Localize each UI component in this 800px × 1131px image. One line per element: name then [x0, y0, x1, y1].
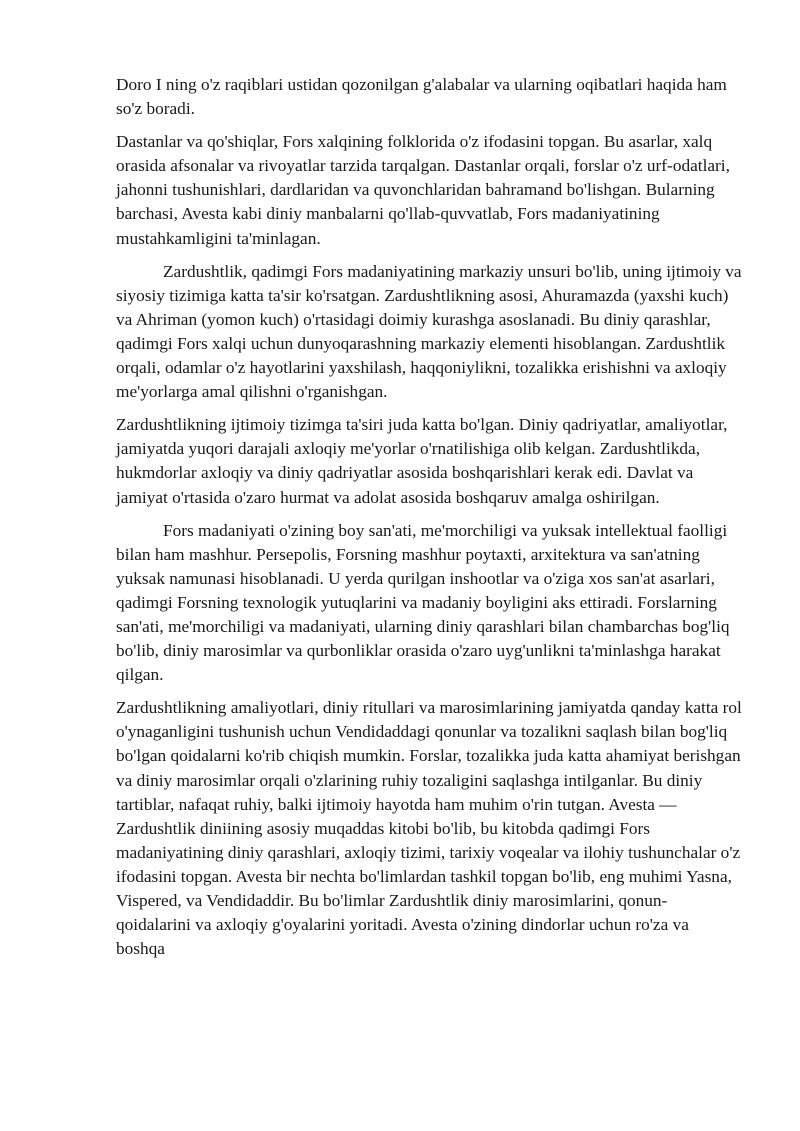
paragraph-3: Zardushtlik, qadimgi Fors madaniyatining markaziy unsuri bo'lib, uning ijtimoiy va siyosiy tizimiga katta ta'sir ko'rsatgan. Zardushtlikning asosi, Ahuramazda (yaxshi kuch) va Ahriman (yomon kuch) o'rtasidagi doimiy kurashga asoslanadi. Bu diniy qarashlar, qadimgi Fors xalqi uchun dunyoqarashning markaziy elementi hisoblangan. Zardushtlik orqali, odamlar o'z hayotlarini yaxshilash, haqqoniylikni, tozalikka erishishni va axloqiy me'yorlarga amal qilishni o'rganishgan.: [116, 261, 742, 402]
paragraph-4: Zardushtlikning ijtimoiy tizimga ta'siri juda katta bo'lgan. Diniy qadriyatlar, amaliyotlar, jamiyatda yuqori darajali axloqiy me'yorlar o'rnatilishiga olib kelgan. Zardushtlikda, hukmdorlar axloqiy va diniy qadriyatlar asosida boshqarishlari kerak edi. Davlat va jamiyat o'rtasida o'zaro hurmat va adolat asosida boshqaruv amalga oshirilgan.: [116, 415, 728, 507]
paragraph-6: Zardushtlikning amaliyotlari, diniy ritullari va marosimlarining jamiyatda qanday katta rol o'ynaganligini tushunish uchun Vendidaddagi qonunlar va tozalikni saqlash bilan bog'liq bo'lgan qoidalarni ko'rib chiqish mumkin. Forslar, tozalikka juda katta ahamiyat berishgan va diniy marosimlar orqali o'zlarining ruhiy tozaligini saqlashga intilganlar. Bu diniy tartiblar, nafaqat ruhiy, balki ijtimoiy hayotda ham muhim o'rin tutgan. Avesta — Zardushtlik diniining asosiy muqaddas kitobi bo'lib, bu kitobda qadimgi Fors madaniyatining diniy qarashlari, axloqiy tizimi, tarixiy voqealar va ilohiy tushunchalar o'z ifodasini topgan. Avesta bir nechta bo'limlardan tashkil topgan bo'lib, eng muhimi Yasna, Vispered, va Vendidaddir. Bu bo'limlar Zardushtlik diniy marosimlarini, qonun-qoidalarini va axloqiy g'oyalarini yoritadi. Avesta o'zining dindorlar uchun ro'za va boshqa: [116, 698, 742, 959]
paragraph-5: Fors madaniyati o'zining boy san'ati, me'morchiligi va yuksak intellektual faolligi bilan ham mashhur. Persepolis, Forsning mashhur poytaxti, arxitektura va san'atning yuksak namunasi hisoblanadi. U yerda qurilgan inshootlar va o'ziga xos san'at asarlari, qadimgi Forsning texnologik yutuqlarini va madaniy boyligini aks ettiradi. Forslarning san'ati, me'morchiligi va madaniyati, ularning diniy qarashlari bilan chambarchas bog'liq bo'lib, diniy marosimlar va qurbonliklar orasida o'zaro uyg'unlikni ta'minlashga harakat qilgan.: [116, 520, 730, 685]
paragraph-1: Doro I ning o'z raqiblari ustidan qozonilgan g'alabalar va ularning oqibatlari haqida ham so'z boradi.: [116, 75, 727, 119]
document-page: [116, 73, 742, 970]
paragraph-2: Dastanlar va qo'shiqlar, Fors xalqining folklorida o'z ifodasini topgan. Bu asarlar, xalq orasida afsonalar va rivoyatlar tarzida tarqalgan. Dastanlar orqali, forslar o'z urf-odatlari, jahonni tushunishlari, dardlaridan va quvonchlaridan bahramand bo'lishgan. Bularning barchasi, Avesta kabi diniy manbalarni qo'llab-quvvatlab, Fors madaniyatining mustahkamligini ta'minlagan.: [116, 132, 730, 248]
